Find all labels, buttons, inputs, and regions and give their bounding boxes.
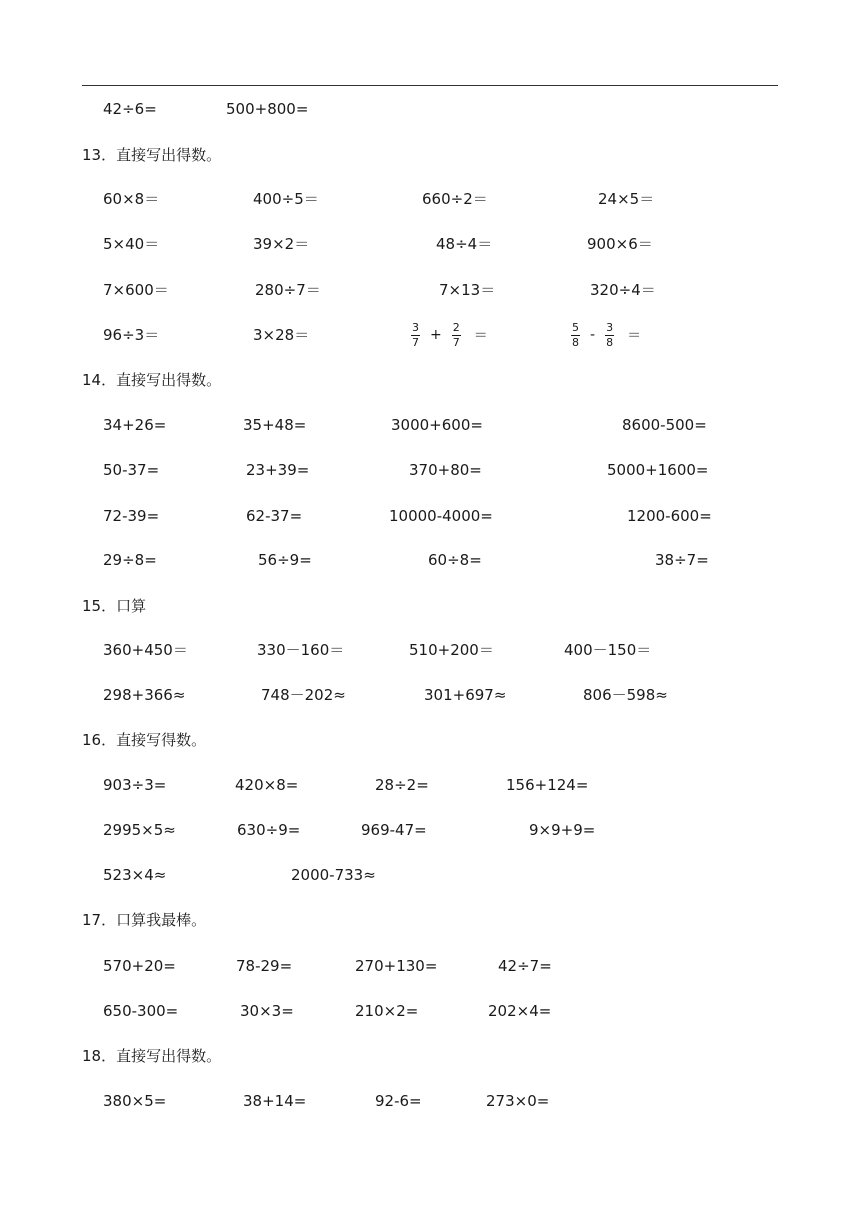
- denominator: 8: [606, 335, 614, 349]
- problem: 748－202≈: [261, 686, 346, 704]
- section-heading-15: 15．口算: [82, 597, 147, 615]
- problem: 23+39=: [246, 461, 310, 479]
- problem: 62-37=: [246, 507, 303, 525]
- problem: 24×5＝: [598, 190, 655, 208]
- denominator: 7: [412, 335, 419, 349]
- problem: 39×2＝: [253, 235, 310, 253]
- problem: 270+130=: [355, 957, 438, 975]
- equals-sign: ＝: [627, 328, 642, 344]
- top-rule: [82, 85, 778, 86]
- problem: 30×3=: [240, 1002, 294, 1020]
- problem: 202×4=: [488, 1002, 552, 1020]
- problem: 8600-500=: [622, 416, 707, 434]
- problem: 96÷3＝: [103, 326, 160, 344]
- problem: 320÷4＝: [590, 281, 656, 299]
- problem: 92-6=: [375, 1092, 422, 1110]
- problem: 42÷7=: [498, 957, 552, 975]
- problem: 301+697≈: [424, 686, 507, 704]
- problem: 210×2=: [355, 1002, 419, 1020]
- operator: -: [590, 327, 596, 343]
- equals-sign: ＝: [473, 328, 488, 344]
- problem: 400÷5＝: [253, 190, 319, 208]
- problem: 3000+600=: [391, 416, 483, 434]
- problem: 400－150＝: [564, 641, 652, 659]
- problem: 35+48=: [243, 416, 307, 434]
- operator: +: [430, 327, 442, 343]
- fraction: [411, 322, 420, 349]
- problem: 650-300=: [103, 1002, 179, 1020]
- problem: 38÷7=: [655, 551, 709, 569]
- problem: 903÷3=: [103, 776, 167, 794]
- problem: 630÷9=: [237, 821, 301, 839]
- problem: 60÷8=: [428, 551, 482, 569]
- numerator: 3: [412, 320, 419, 334]
- problem: 28÷2=: [375, 776, 429, 794]
- problem: 380×5=: [103, 1092, 167, 1110]
- problem: 2000-733≈: [291, 866, 376, 884]
- problem: 273×0=: [486, 1092, 550, 1110]
- problem: 370+80=: [409, 461, 482, 479]
- problem: 1200-600=: [627, 507, 712, 525]
- numerator: 2: [452, 320, 460, 334]
- fraction: [571, 322, 580, 349]
- numerator: 5: [572, 320, 579, 334]
- fraction-problem: [410, 318, 488, 352]
- section-heading-18: 18．直接写出得数。: [82, 1047, 222, 1065]
- denominator: 8: [572, 335, 579, 349]
- problem: 298+366≈: [103, 686, 186, 704]
- problem: 34+26=: [103, 416, 167, 434]
- problem: 360+450＝: [103, 641, 188, 659]
- fraction-problem: [570, 318, 641, 352]
- problem: 5000+1600=: [607, 461, 709, 479]
- problem: 56÷9=: [258, 551, 312, 569]
- problem: 3×28＝: [253, 326, 310, 344]
- problem: 660÷2＝: [422, 190, 488, 208]
- problem: 42÷6=: [103, 100, 157, 118]
- problem: 2995×5≈: [103, 821, 176, 839]
- fraction: [605, 322, 614, 349]
- section-heading-13: 13．直接写出得数。: [82, 146, 222, 164]
- numerator: 3: [606, 320, 614, 334]
- problem: 7×600＝: [103, 281, 169, 299]
- problem: 280÷7＝: [255, 281, 321, 299]
- problem: 156+124=: [506, 776, 589, 794]
- problem: 60×8＝: [103, 190, 160, 208]
- denominator: 7: [452, 335, 460, 349]
- problem: 5×40＝: [103, 235, 160, 253]
- problem: 510+200＝: [409, 641, 494, 659]
- problem: 330－160＝: [257, 641, 345, 659]
- problem: 500+800=: [226, 100, 309, 118]
- section-heading-14: 14．直接写出得数。: [82, 371, 222, 389]
- section-heading-16: 16．直接写得数。: [82, 731, 207, 749]
- problem: 78-29=: [236, 957, 293, 975]
- problem: 50-37=: [103, 461, 160, 479]
- problem: 806－598≈: [583, 686, 668, 704]
- problem: 29÷8=: [103, 551, 157, 569]
- problem: 570+20=: [103, 957, 176, 975]
- problem: 38+14=: [243, 1092, 307, 1110]
- problem: 900×6＝: [587, 235, 653, 253]
- fraction: [452, 322, 461, 349]
- problem: 523×4≈: [103, 866, 167, 884]
- problem: 969-47=: [361, 821, 427, 839]
- problem: 9×9+9=: [529, 821, 596, 839]
- problem: 48÷4＝: [436, 235, 493, 253]
- section-heading-17: 17．口算我最棒。: [82, 911, 207, 929]
- problem: 72-39=: [103, 507, 160, 525]
- problem: 420×8=: [235, 776, 299, 794]
- problem: 10000-4000=: [389, 507, 493, 525]
- problem: 7×13＝: [439, 281, 496, 299]
